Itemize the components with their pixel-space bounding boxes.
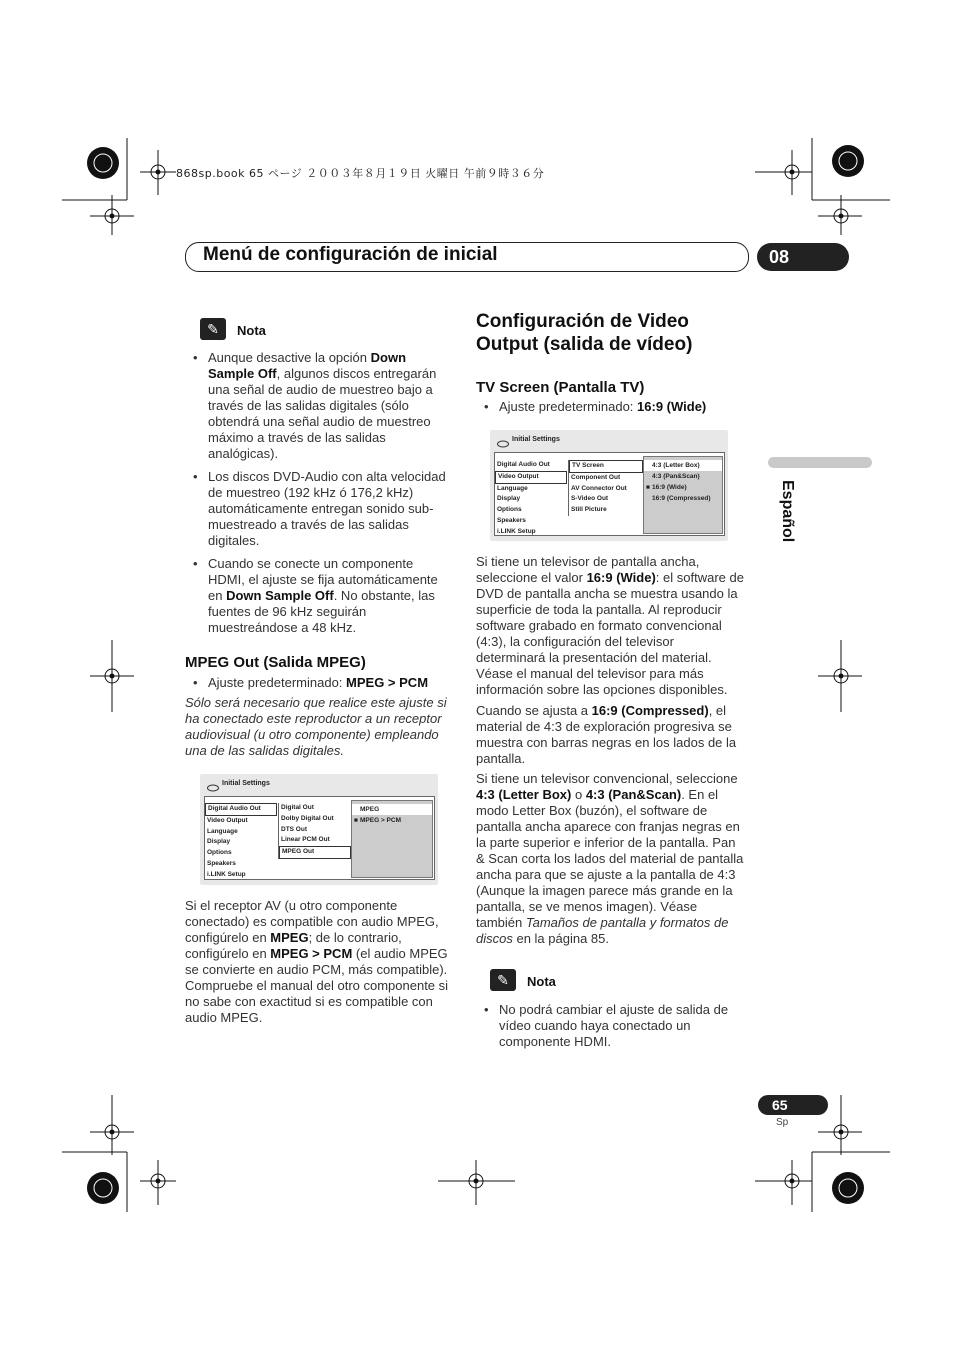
osd-options xyxy=(351,800,433,878)
body-bold: 4:3 (Letter Box) xyxy=(476,787,572,802)
tv-body xyxy=(476,554,746,947)
mpeg-default xyxy=(185,675,453,696)
chapter-number: 08 xyxy=(757,243,849,271)
note-text: Cuando se conecte un componente HDMI, el ajuste se fija automáticamente en xyxy=(208,556,438,603)
disc-icon xyxy=(207,779,219,787)
body-bold: 4:3 (Pan&Scan) xyxy=(585,787,682,802)
note-bold: Down Sample Off xyxy=(226,588,334,603)
body-text: (el audio MPEG se convierte en audio PCM, más compatible). Compruebe el manual del otro componente si no sabe con exactitud si es compatible con audio MPEG. xyxy=(185,946,449,1025)
osd-submenu xyxy=(568,460,643,516)
osd-menu-item[interactable]: Speakers xyxy=(207,859,236,867)
note-text: . No obstante, las fuentes de 96 kHz seguirán muestreándose a 48 kHz. xyxy=(208,588,435,635)
osd-menu-item[interactable]: Video Output xyxy=(207,816,248,824)
language-code: Sp xyxy=(776,1117,789,1128)
selected-marker-icon: ■ xyxy=(354,817,358,824)
osd-menu-item[interactable]: Display xyxy=(207,838,231,846)
osd-submenu-item[interactable]: Digital Out xyxy=(281,804,314,811)
osd-menu xyxy=(205,803,277,881)
osd-submenu-item[interactable]: DTS Out xyxy=(281,825,307,833)
osd-menu-item[interactable]: Options xyxy=(497,506,522,514)
body-text: Si tiene un televisor convencional, seleccione xyxy=(476,771,738,786)
osd-menu-item[interactable]: Digital Audio Out xyxy=(497,461,550,468)
osd-menu-item[interactable]: Display xyxy=(497,495,521,503)
osd-screen-mpeg xyxy=(200,774,438,885)
osd-option[interactable]: MPEG xyxy=(352,804,432,815)
osd-submenu-item[interactable]: Dolby Digital Out xyxy=(281,814,334,822)
body-text: : el software de DVD de pantalla ancha se muestra usando la superficie de toda la pantalla. Al reproducir software grabado en formato convencional (4:3), la configuración del televisor determinará la presentación del material. Véase el manual del televisor para más información sobre las opciones disponibles. xyxy=(476,570,744,697)
section-heading: Configuración de Video Output (salida de vídeo) xyxy=(476,311,693,355)
chapter-title: Menú de configuración de inicial xyxy=(203,244,498,265)
osd-submenu-item[interactable]: Component Out xyxy=(571,473,621,481)
osd-submenu xyxy=(278,803,351,859)
osd-option-label: MPEG > PCM xyxy=(360,817,401,824)
osd-option[interactable]: 4:3 (Pan&Scan) xyxy=(652,473,700,480)
note-item xyxy=(185,350,453,462)
body-bold: MPEG xyxy=(270,930,309,945)
osd-menu-item[interactable]: i.LINK Setup xyxy=(497,527,536,535)
osd-title: Initial Settings xyxy=(512,436,560,443)
body-text: . En el modo Letter Box (buzón), el software de pantalla ancha aparece con franjas negras en la parte superior e inferior de la pantalla. Pan & Scan corta los lados del material de pantalla ancha para que se ajuste a la pantalla de 4:3 (Aunque la imagen parece más grande en la pantalla, se ve menos imagen). Véase también xyxy=(476,787,744,930)
osd-menu-item[interactable]: Digital Audio Out xyxy=(205,803,277,816)
body-text: en la página 85. xyxy=(512,931,609,946)
note-text: , algunos discos entregarán una señal de audio de muestreo bajo a través de las salidas digitales (sólo obtendrá una señal audio de muestreo máximo a través de las salidas analógicas). xyxy=(208,366,437,461)
osd-menu xyxy=(495,460,567,538)
language-tab xyxy=(768,457,872,468)
note-list xyxy=(476,1002,746,1055)
default-label: Ajuste predeterminado: xyxy=(499,399,638,414)
default-value: 16:9 (Wide) xyxy=(637,399,707,414)
body-text: Cuando se ajusta a xyxy=(476,703,592,718)
page-number: 65 xyxy=(758,1095,828,1115)
osd-options xyxy=(643,456,723,534)
body-italic: Tamaños de pantalla y formatos de discos xyxy=(476,915,729,946)
paragraph xyxy=(476,554,746,698)
mpeg-note: Sólo será necesario que realice este ajuste si ha conectado este reproductor a un receptor audiovisual (u otro componente) empleando una de las salidas digitales. xyxy=(185,695,447,758)
body-text: Si el receptor AV (u otro componente conectado) es compatible con audio MPEG, configúrelo en xyxy=(185,898,439,945)
language-label xyxy=(760,480,820,550)
language-label-text: Español xyxy=(779,480,796,543)
osd-submenu-item[interactable]: Still Picture xyxy=(571,506,607,514)
note-pencil-icon: ✎ xyxy=(490,969,516,991)
body-bold: 16:9 (Wide) xyxy=(586,570,656,585)
body-text: , el material de 4:3 de exploración progresiva se muestra con barras negras en los lados de la pantalla. xyxy=(476,703,737,766)
osd-menu-item[interactable]: Language xyxy=(497,484,528,492)
osd-option-label: 16:9 (Wide) xyxy=(652,484,687,491)
body-bold: 16:9 (Compressed) xyxy=(591,703,709,718)
body-text: ; de lo contrario, configúrelo en xyxy=(185,930,402,961)
default-value: MPEG > PCM xyxy=(346,675,429,690)
body-bold: MPEG > PCM xyxy=(270,946,353,961)
note-title: Nota xyxy=(237,323,266,338)
osd-menu-item[interactable]: Options xyxy=(207,849,232,857)
note-list xyxy=(185,350,453,641)
body-text: Si tiene un televisor de pantalla ancha, seleccione el valor xyxy=(476,554,700,585)
osd-menu-item[interactable]: Speakers xyxy=(497,516,526,524)
osd-submenu-item[interactable]: Linear PCM Out xyxy=(281,836,330,844)
paragraph xyxy=(476,771,746,947)
paragraph xyxy=(476,703,746,767)
osd-submenu-item[interactable]: S-Video Out xyxy=(571,495,609,503)
tv-default xyxy=(476,399,746,420)
note-text: Los discos DVD-Audio con alta velocidad de muestreo (192 kHz ó 176,2 kHz) automáticamente entregan sonido sub-muestreado a través de las salidas digitales. xyxy=(208,469,446,548)
note-text: Aunque desactive la opción xyxy=(208,350,371,365)
default-item xyxy=(185,675,453,691)
osd-menu-item[interactable]: i.LINK Setup xyxy=(207,870,246,878)
osd-screen-tv xyxy=(490,430,728,541)
osd-menu-item[interactable]: Language xyxy=(207,827,238,835)
tv-screen-heading: TV Screen (Pantalla TV) xyxy=(476,379,645,396)
default-item xyxy=(476,399,746,415)
print-header: 868sp.book 65 ページ ２００３年８月１９日 火曜日 午前９時３６分 xyxy=(176,167,545,180)
osd-submenu-item[interactable]: MPEG Out xyxy=(279,846,351,859)
disc-icon xyxy=(497,435,509,443)
note-item: • No podrá cambiar el ajuste de salida de vídeo cuando haya conectado un componente HDMI. xyxy=(476,1002,746,1050)
osd-option[interactable] xyxy=(352,815,432,826)
note-item xyxy=(185,556,453,636)
body-text: o xyxy=(571,787,586,802)
osd-submenu-item[interactable]: AV Connector Out xyxy=(571,484,627,492)
default-label: Ajuste predeterminado: xyxy=(208,675,347,690)
note-item xyxy=(185,469,453,549)
osd-menu-item[interactable]: Video Output xyxy=(495,471,567,484)
osd-submenu-item[interactable]: TV Screen xyxy=(569,460,643,473)
mpeg-body xyxy=(185,898,455,1026)
osd-title: Initial Settings xyxy=(222,780,270,787)
note-pencil-icon: ✎ xyxy=(200,318,226,340)
mpeg-heading: MPEG Out (Salida MPEG) xyxy=(185,654,366,671)
selected-marker-icon: ■ xyxy=(646,484,650,491)
osd-option[interactable] xyxy=(644,482,722,493)
osd-option[interactable]: 16:9 (Compressed) xyxy=(652,495,711,502)
note-title: Nota xyxy=(527,974,556,989)
note-bold: Down Sample Off xyxy=(208,350,407,381)
osd-option[interactable]: 4:3 (Letter Box) xyxy=(644,460,722,471)
